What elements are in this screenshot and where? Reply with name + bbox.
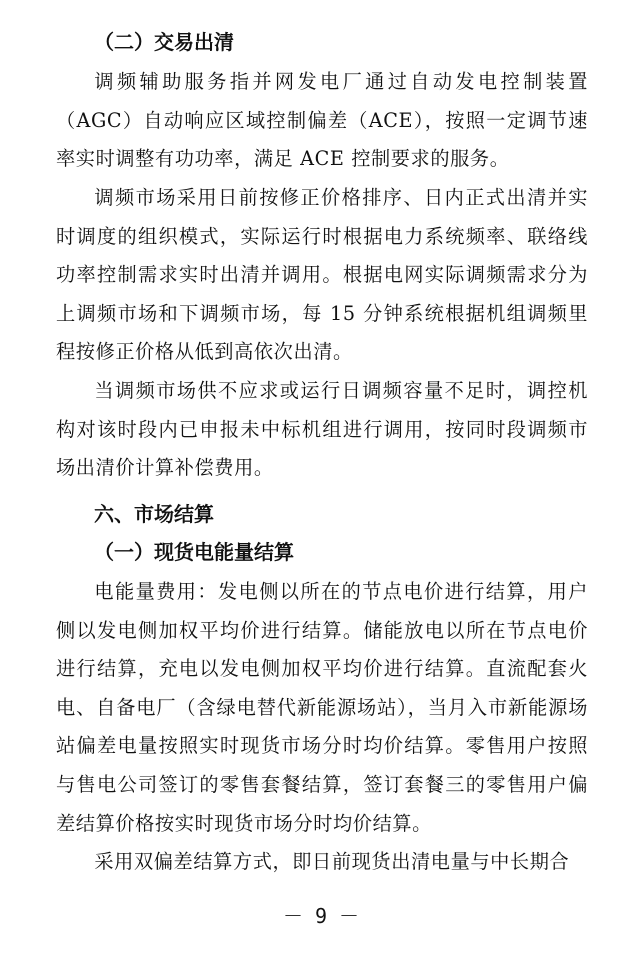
paragraph-market-organization: 调频市场采用日前按修正价格排序、日内正式出清并实时调度的组织模式，实际运行时根据电力系统频率、联络线功率控制需求实时出清并调用。根据电网实际调频需求分为上调频市场和下调频市场，每 15 分钟系统根据机组调频里程按修正价格从低到高依次出清。 — [56, 186, 588, 364]
paragraph-energy-fees: 电能量费用：发电侧以所在的节点电价进行结算，用户侧以发电侧加权平均价进行结算。储能放电以所在节点电价进行结算，充电以发电侧加权平均价进行结算。直流配套火电、自备电厂（含绿电替代新能源场站），当月入市新能源场站偏差电量按照实时现货市场分时均价结算。零售用户按照与售电公司签订的零售套餐结算，签订套餐三的零售用户偏差结算价格按实时现货市场分时均价结算。 — [56, 580, 588, 835]
subsection-heading-spot-energy-settlement: （一）现货电能量结算 — [94, 540, 294, 564]
paragraph-shortage-compensation: 当调频市场供不应求或运行日调频容量不足时，调控机构对该时段内已申报未中标机组进行调用，按同时段调频市场出清价计算补偿费用。 — [56, 379, 588, 480]
paragraph-dual-deviation: 采用双偏差结算方式，即日前现货出清电量与中长期合 — [94, 850, 570, 873]
section-heading-market-settlement: 六、市场结算 — [94, 502, 214, 526]
page-number: － 9 － — [282, 904, 360, 928]
section-heading-trade-clearing: （二）交易出清 — [94, 30, 234, 54]
paragraph-agc-definition: 调频辅助服务指并网发电厂通过自动发电控制装置（AGC）自动响应区域控制偏差（ACE），按照一定调节速率实时调整有功功率，满足 ACE 控制要求的服务。 — [56, 70, 588, 171]
